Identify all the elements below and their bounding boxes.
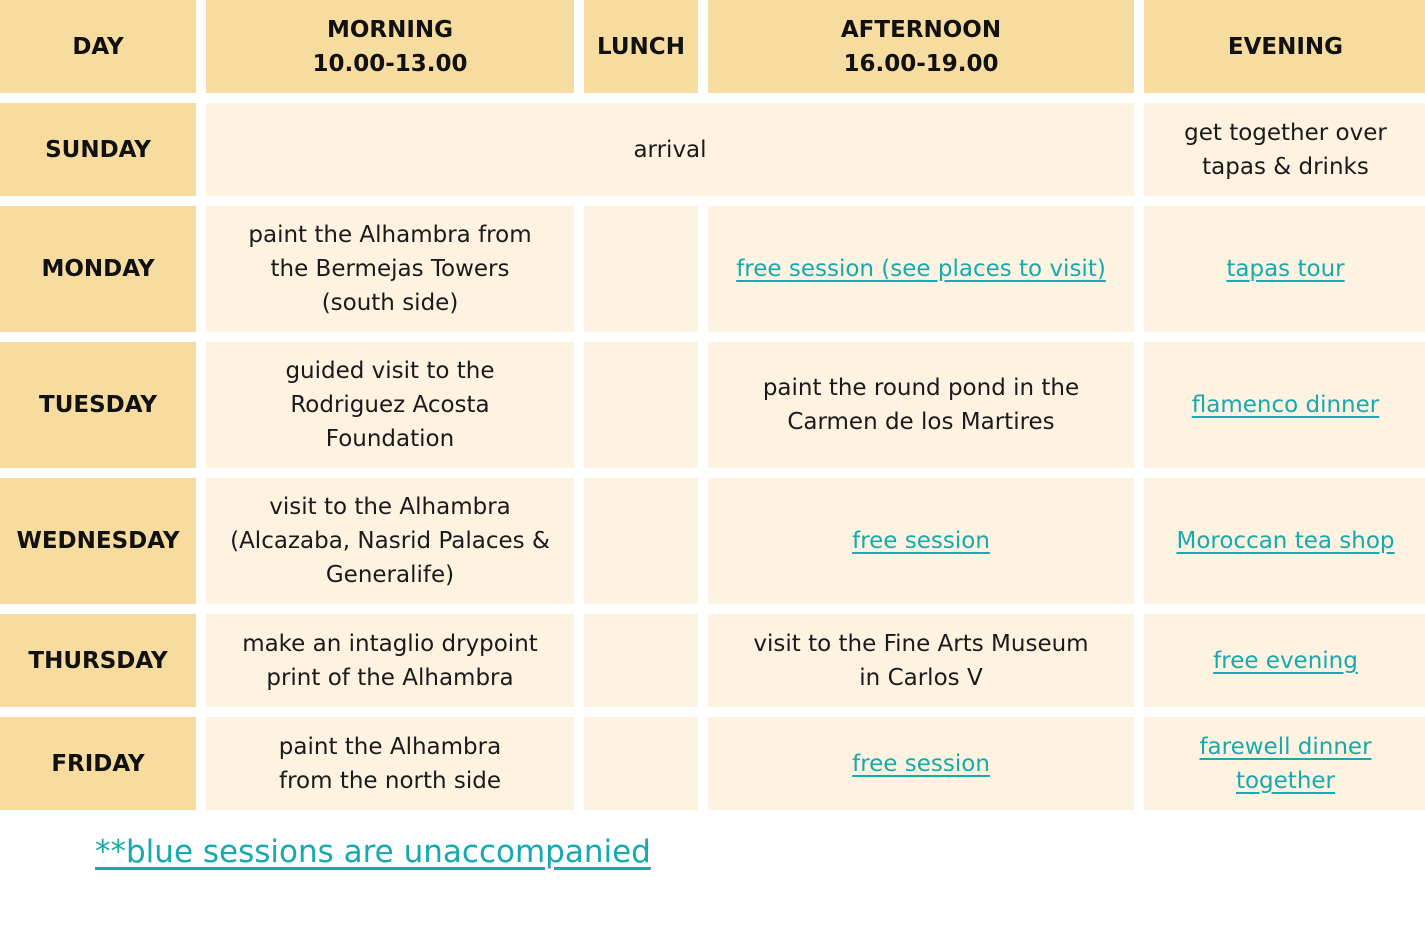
wednesday-evening [1144,478,1425,604]
unaccompanied-note-link[interactable]: **blue sessions are unaccompanied [95,834,651,870]
farewell-dinner-link[interactable] [1199,730,1371,798]
activity-line: paint the Alhambra [278,733,502,760]
header-morning [206,0,574,93]
friday-morning [206,717,574,810]
activity-line: make an intaglio drypoint [242,630,538,657]
activity-line: paint the Alhambra from [248,222,532,248]
thursday-afternoon [708,614,1134,707]
header-morning-title: MORNING [326,16,454,43]
friday-afternoon [708,717,1134,810]
free-evening-link[interactable]: free evening [1213,647,1358,674]
day-label: FRIDAY [51,750,145,777]
tuesday-afternoon [708,342,1134,468]
activity-line: guided visit to the [285,358,495,384]
sunday-evening [1144,103,1425,196]
free-session-places-link[interactable]: free session (see places to visit) [736,256,1106,282]
free-session-link[interactable]: free session [852,528,990,554]
day-tuesday [0,342,196,468]
day-label: TUESDAY [39,392,157,418]
link-line: farewell dinner [1199,733,1372,760]
activity-text: arrival [633,136,707,163]
wednesday-morning [206,478,574,604]
activity-line: paint the round pond in the [762,375,1080,401]
activity-line: from the north side [278,767,502,794]
header-evening [1144,0,1425,93]
activity-line: print of the Alhambra [266,664,514,691]
sunday-morning-afternoon [206,103,1134,196]
header-lunch [584,0,698,93]
activity-line: tapas & drinks [1202,153,1369,180]
day-thursday [0,614,196,707]
header-afternoon [708,0,1134,93]
activity-line: (south side) [321,290,459,316]
link-line: together [1235,767,1336,794]
day-label: MONDAY [41,256,155,282]
monday-lunch [584,206,698,332]
activity-line: Rodriguez Acosta [290,392,490,418]
monday-evening [1144,206,1425,332]
activity-line: get together over [1184,119,1387,146]
activity-line: in Carlos V [859,664,983,691]
wednesday-afternoon [708,478,1134,604]
activity-line: Generalife) [325,562,455,588]
thursday-morning [206,614,574,707]
moroccan-tea-shop-link[interactable]: Moroccan tea shop [1176,528,1395,554]
free-session-link[interactable]: free session [852,750,990,777]
flamenco-dinner-link[interactable]: flamenco dinner [1191,392,1380,418]
header-evening-label: EVENING [1227,33,1344,60]
thursday-lunch [584,614,698,707]
header-day [0,0,196,93]
day-friday [0,717,196,810]
day-sunday [0,103,196,196]
tuesday-evening [1144,342,1425,468]
activity-line: Foundation [325,426,455,452]
tapas-tour-link[interactable]: tapas tour [1226,256,1345,282]
tuesday-morning [206,342,574,468]
activity-line: visit to the Fine Arts Museum [753,630,1089,657]
monday-afternoon [708,206,1134,332]
day-label: SUNDAY [45,136,151,163]
tuesday-lunch [584,342,698,468]
wednesday-lunch [584,478,698,604]
header-morning-time: 10.00-13.00 [312,50,468,77]
activity-line: visit to the Alhambra [269,494,511,520]
friday-evening [1144,717,1425,810]
activity-line: Carmen de los Martires [787,409,1055,435]
day-label: THURSDAY [28,647,168,674]
activity-line: the Bermejas Towers [270,256,510,282]
day-monday [0,206,196,332]
friday-lunch [584,717,698,810]
activity-line: (Alcazaba, Nasrid Palaces & [230,528,550,554]
day-label: WEDNESDAY [16,528,180,554]
header-lunch-label: LUNCH [597,33,685,60]
header-day-label: DAY [72,33,124,60]
day-wednesday [0,478,196,604]
header-afternoon-time: 16.00-19.00 [843,50,999,77]
header-afternoon-title: AFTERNOON [840,16,1002,43]
thursday-evening [1144,614,1425,707]
monday-morning [206,206,574,332]
